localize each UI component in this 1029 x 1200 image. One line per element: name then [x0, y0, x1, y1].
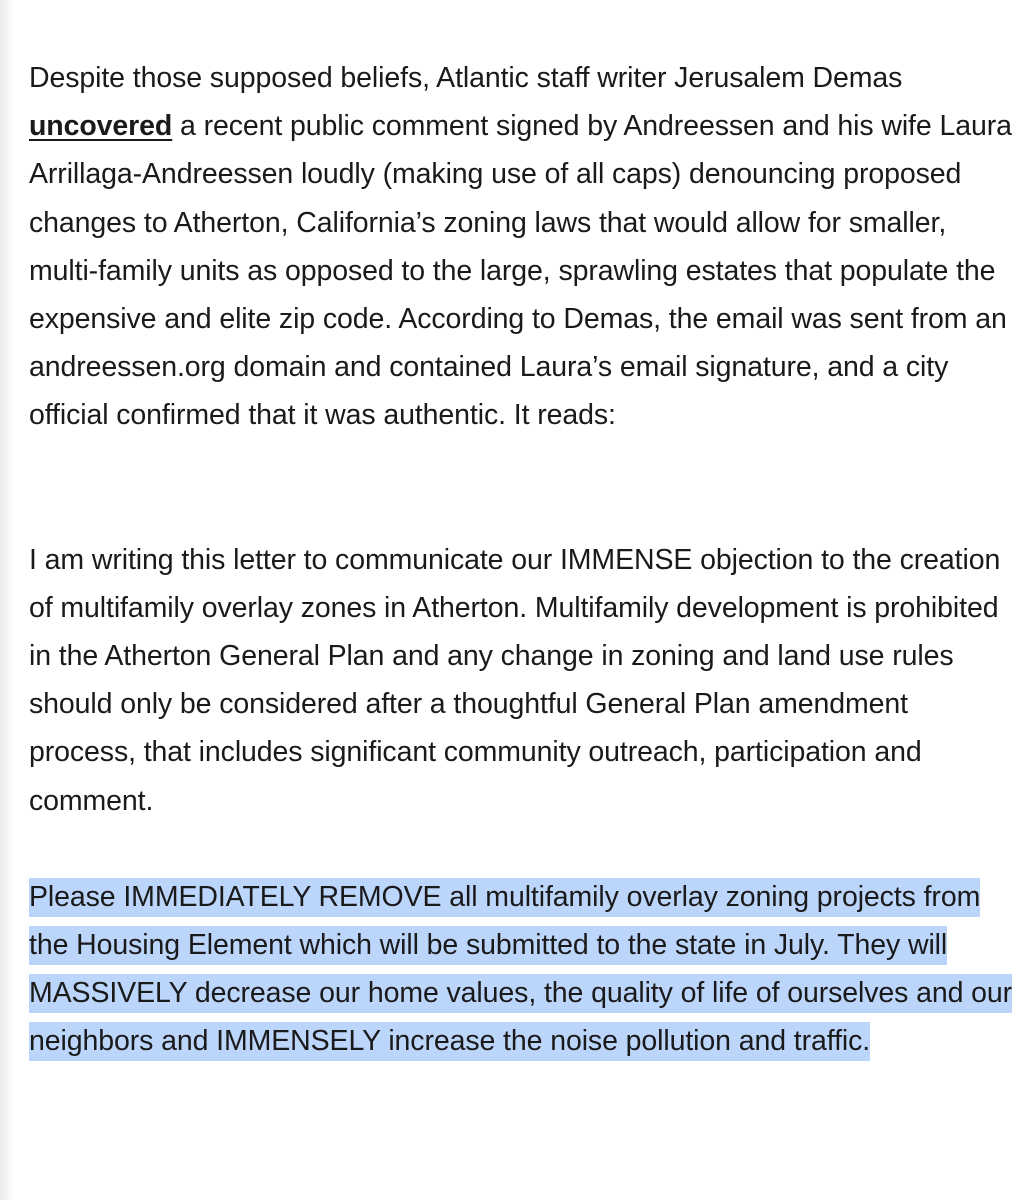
letter-paragraph-2	[29, 873, 1014, 1066]
letter-paragraph-1: I am writing this letter to communicate our IMMENSE objection to the creation of multifamily overlay zones in Atherton. Multifamily development is prohibited in the Atherton General Plan and any change in zoning and land use rules should only be considered after a thoughtful General Plan amendment process, that includes significant community outreach, participation and comment.	[29, 543, 1001, 817]
intro-paragraph	[29, 54, 1014, 440]
intro-text-after-link: a recent public comment signed by Andreessen and his wife Laura Arrillaga-Andreessen loudly (making use of all caps) denouncing proposed changes to Atherton, California’s zoning laws that would allow for smaller, multi-family units as opposed to the large, sprawling estates that populate the expensive and elite zip code. According to Demas, the email was sent from an andreessen.org domain and contained Laura’s email signature, and a city official confirmed that it was authentic. It reads:	[29, 110, 1012, 432]
uncovered-link[interactable]: uncovered	[29, 110, 173, 143]
intro-text-before-link: Despite those supposed beliefs, Atlantic staff writer Jerusalem Demas	[29, 62, 903, 94]
highlighted-text-selection[interactable]: Please IMMEDIATELY REMOVE all multifamily overlay zoning projects from the Housing Element which will be submitted to the state in July. They will MASSIVELY decrease our home values, the quality of life of ourselves and our neighbors and IMMENSELY increase the noise pollution and traffic.	[29, 878, 1012, 1062]
page-left-gutter	[0, 0, 14, 1200]
article-body	[29, 54, 1014, 1066]
